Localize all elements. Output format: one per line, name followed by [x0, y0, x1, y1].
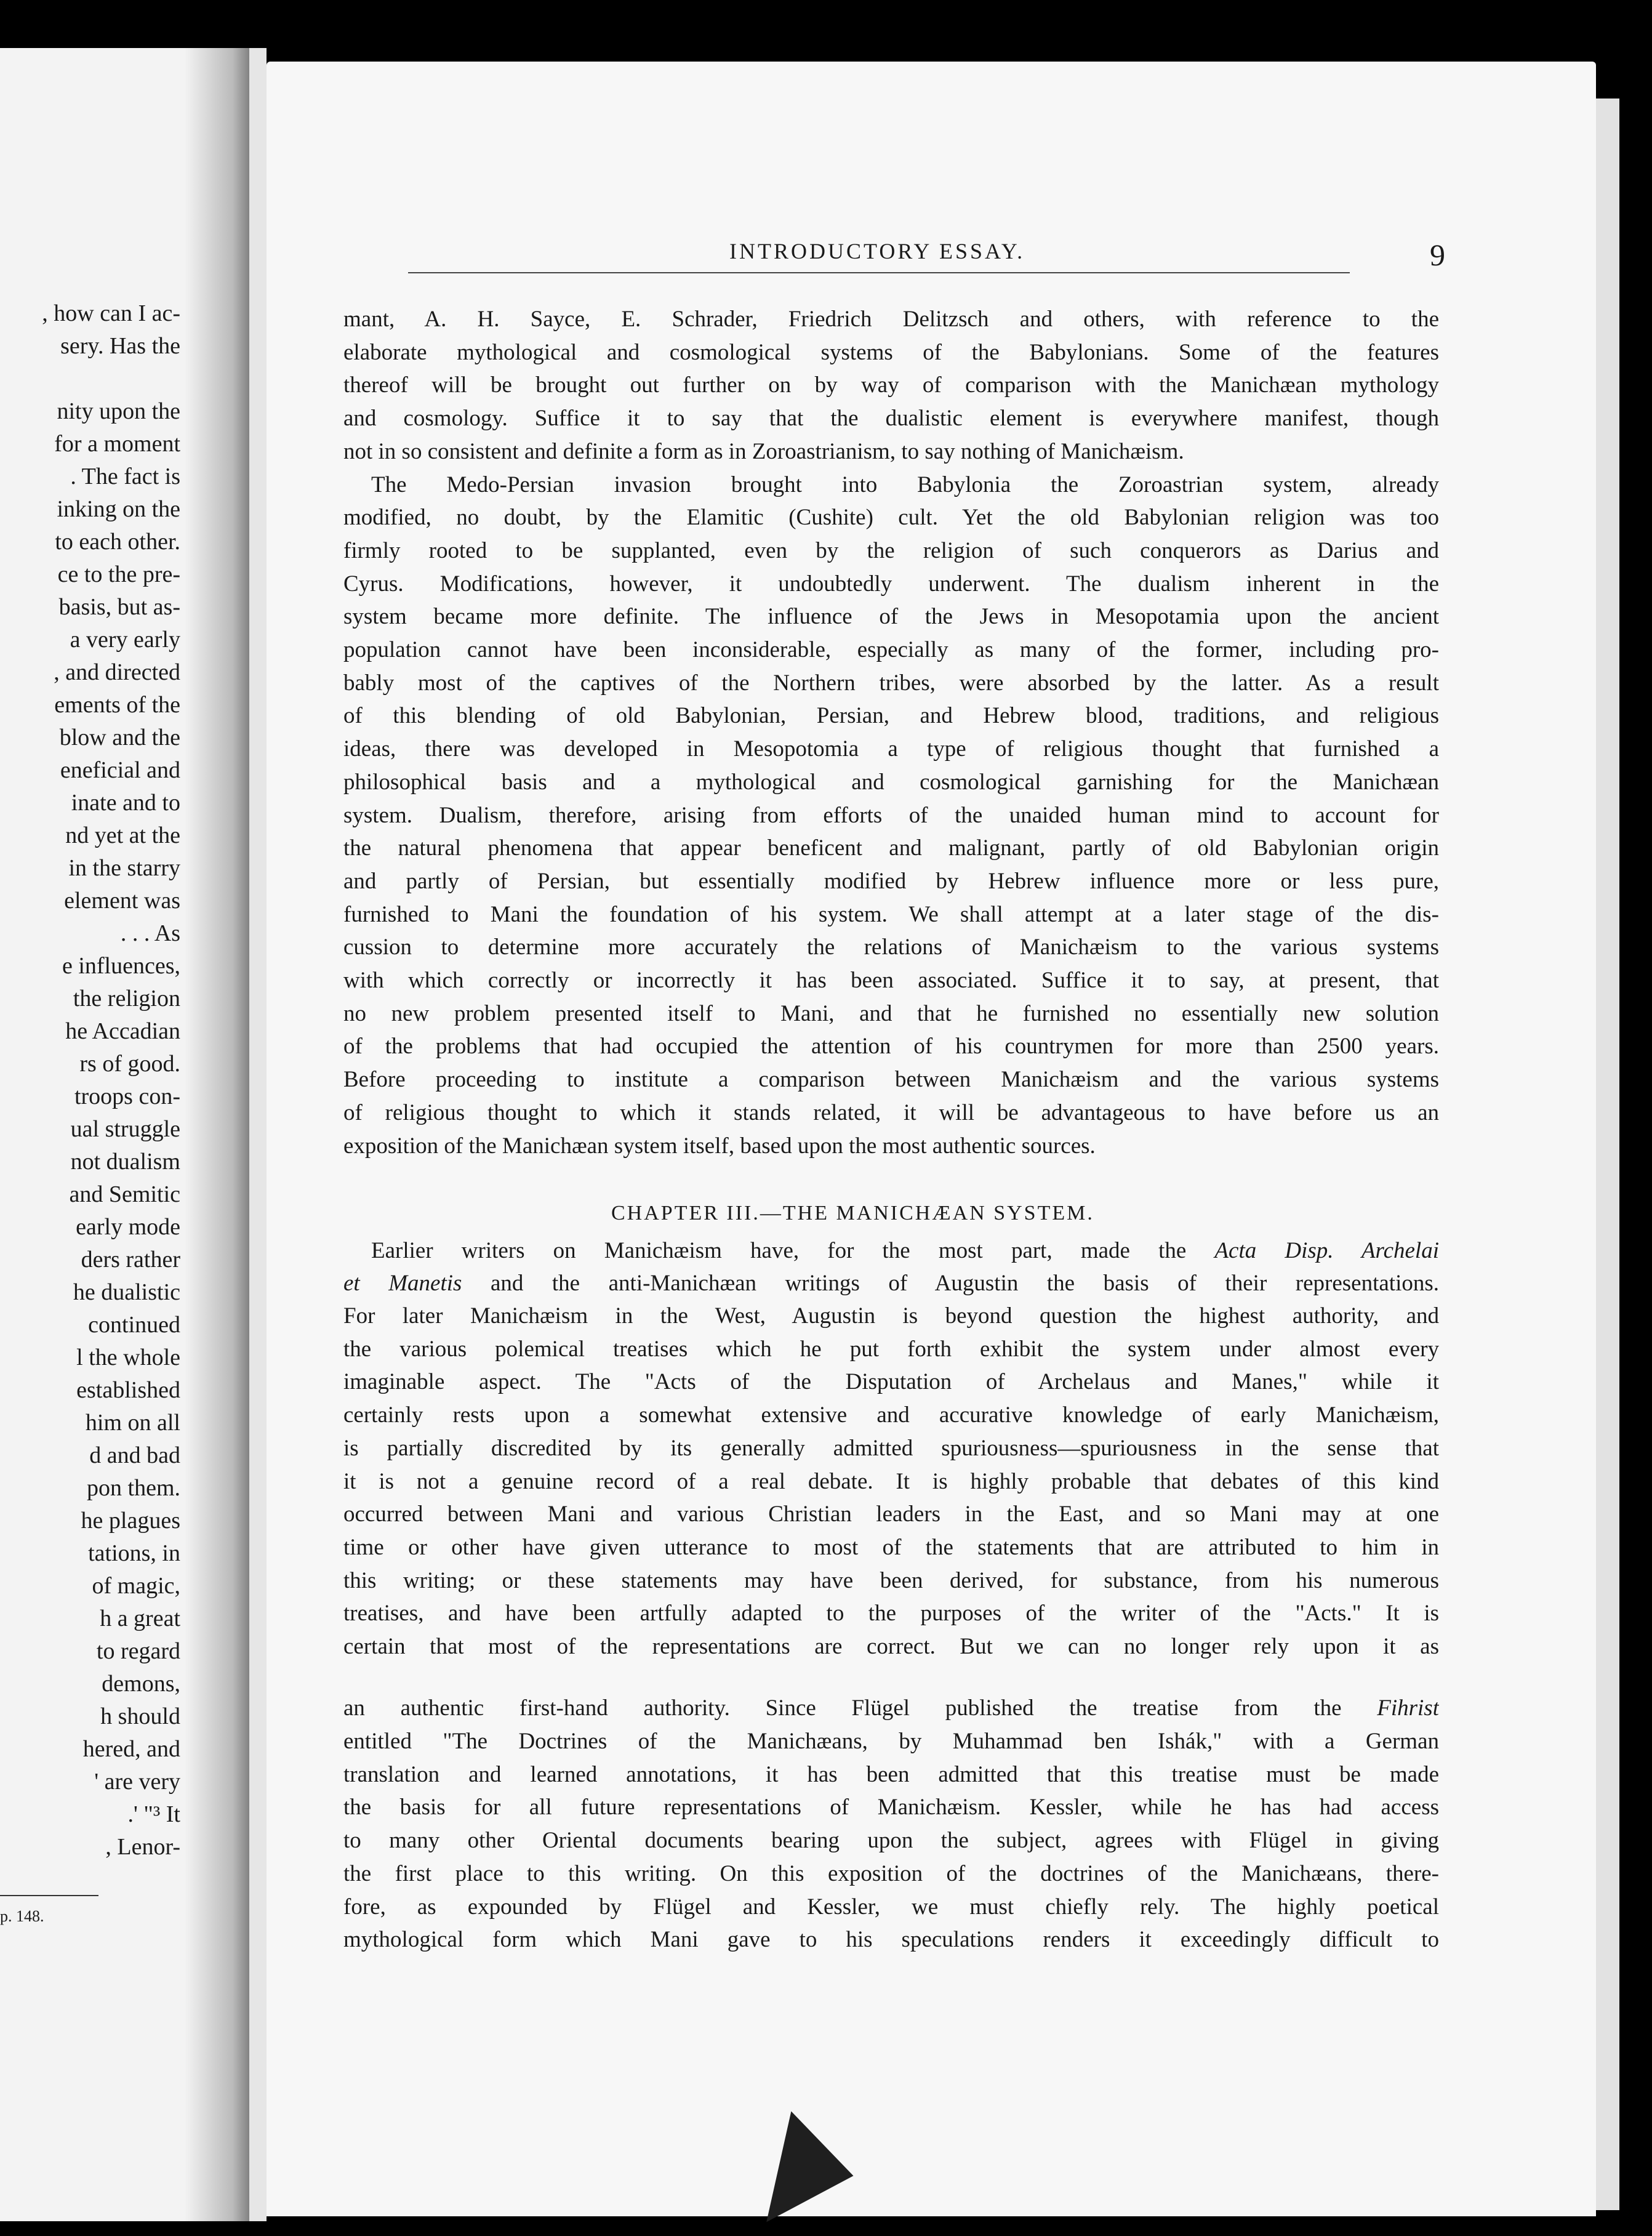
previous-page-line: h should	[100, 1703, 180, 1729]
text-line: certainly rests upon a somewhat extensive and accurative knowledge of early Manichæism,	[343, 1402, 1439, 1428]
previous-page-line: blow and the	[59, 725, 180, 750]
chapter-heading: CHAPTER III.—THE MANICHÆAN SYSTEM.	[611, 1202, 1094, 1225]
text-line: with which correctly or incorrectly it has been associated. Suffice it to say, at present, that	[343, 968, 1439, 993]
text-line: of the problems that had occupied the attention of his countrymen for more than 2500 years.	[343, 1034, 1439, 1059]
text-line: bably most of the captives of the Northern tribes, were absorbed by the latter. As a result	[343, 670, 1439, 696]
previous-page-line: ce to the pre-	[57, 561, 180, 587]
text-line: the basis for all future representations of Manichæism. Kessler, while he has had access	[343, 1795, 1439, 1820]
text-line	[343, 1267, 1439, 1300]
previous-page-line: ements of the	[54, 692, 180, 718]
text-line: is partially discredited by its generally admitted spuriousness—spuriousness in the sense that	[343, 1436, 1439, 1461]
previous-page-line: hered, and	[82, 1736, 180, 1762]
italic-title: Fihrist	[1377, 1695, 1439, 1721]
text-line: it is not a genuine record of a real debate. It is highly probable that debates of this kind	[343, 1469, 1439, 1494]
previous-page-line: in the starry	[68, 855, 180, 881]
text-line: of this blending of old Babylonian, Persian, and Hebrew blood, traditions, and religious	[343, 703, 1439, 728]
header-rule	[408, 272, 1350, 273]
previous-page-line: pon them.	[87, 1475, 180, 1501]
previous-page-line: element was	[64, 888, 180, 914]
previous-page-line: ual struggle	[70, 1116, 180, 1142]
previous-page-line: early mode	[76, 1214, 180, 1240]
previous-page-line: rs of good.	[79, 1051, 180, 1077]
text-line: ideas, there was developed in Mesopotomia a type of religious thought that furnished a	[343, 736, 1439, 762]
previous-page-line: , how can I ac-	[42, 300, 180, 326]
previous-page-line: tations, in	[88, 1540, 180, 1566]
text-line: population cannot have been inconsiderable, especially as many of the former, including pro-	[343, 637, 1439, 662]
text-line: entitled "The Doctrines of the Manichæans, by Muhammad ben Ishák," with a German	[343, 1729, 1439, 1754]
text-line: exposition of the Manichæan system itself, based upon the most authentic sources.	[343, 1133, 1096, 1159]
text-line: this writing; or these statements may have been derived, for substance, from his numerous	[343, 1568, 1439, 1593]
previous-page-line: the religion	[73, 986, 180, 1011]
text-line: The Medo-Persian invasion brought into Babylonia the Zoroastrian system, already	[371, 472, 1439, 497]
previous-page-line: he plagues	[81, 1508, 180, 1534]
text-line: translation and learned annotations, it has been admitted that this treatise must be made	[343, 1762, 1439, 1787]
text-line: certain that most of the representations are correct. But we can no longer rely upon it as	[343, 1634, 1439, 1659]
previous-page-line: to regard	[96, 1638, 180, 1664]
text-line: Cyrus. Modifications, however, it undoubtedly underwent. The dualism inherent in the	[343, 571, 1439, 597]
text-line: For later Manichæism in the West, Augustin is beyond question the highest authority, and	[343, 1303, 1439, 1329]
previous-page-line: ' are very	[94, 1769, 180, 1795]
text-line: modified, no doubt, by the Elamitic (Cushite) cult. Yet the old Babylonian religion was too	[343, 505, 1439, 530]
previous-page-line: and Semitic	[69, 1181, 180, 1207]
book-page	[267, 62, 1596, 2216]
text-span: an authentic first-hand authority. Since Flügel published the treatise from the	[343, 1695, 1377, 1721]
previous-page-line: ders rather	[81, 1247, 180, 1273]
text-line: system became more definite. The influence of the Jews in Mesopotamia upon the ancient	[343, 604, 1439, 629]
previous-page-line: of magic,	[92, 1573, 180, 1599]
previous-page-line: he dualistic	[73, 1279, 180, 1305]
previous-page-line: e influences,	[62, 953, 180, 979]
previous-page-line: h a great	[100, 1606, 180, 1631]
footnote-rule	[0, 1895, 98, 1896]
text-line: to many other Oriental documents bearing upon the subject, agrees with Flügel in giving	[343, 1828, 1439, 1853]
previous-page-line: for a moment	[54, 431, 180, 457]
previous-page-line: , and directed	[54, 659, 180, 685]
previous-page-line: sery. Has the	[60, 333, 180, 359]
paper-scrap	[726, 2100, 854, 2222]
italic-title: et Manetis	[343, 1271, 462, 1296]
previous-page-line: d and bad	[89, 1442, 180, 1468]
text-line: fore, as expounded by Flügel and Kessler, we must chiefly rely. The highly poetical	[343, 1894, 1439, 1920]
text-line: philosophical basis and a mythological and cosmological garnishing for the Manichæan	[343, 770, 1439, 795]
previous-page-line: eneficial and	[60, 757, 180, 783]
previous-page-line: him on all	[85, 1410, 180, 1436]
text-span: Earlier writers on Manichæism have, for the most part, made the	[371, 1238, 1215, 1263]
book-gutter	[249, 48, 267, 2221]
text-line: system. Dualism, therefore, arising from efforts of the unaided human mind to account for	[343, 803, 1439, 828]
text-line: cussion to determine more accurately the relations of Manichæism to the various systems	[343, 935, 1439, 960]
previous-page-line: l the whole	[76, 1345, 180, 1370]
previous-page-line: basis, but as-	[58, 594, 180, 620]
text-line: no new problem presented itself to Mani, and that he furnished no essentially new solution	[343, 1001, 1439, 1026]
previous-page-line: troops con-	[74, 1084, 180, 1109]
text-line: firmly rooted to be supplanted, even by the religion of such conquerors as Darius and	[343, 538, 1439, 563]
text-line: the various polemical treatises which he put forth exhibit the system under almost every	[343, 1337, 1439, 1362]
text-line: furnished to Mani the foundation of his system. We shall attempt at a later stage of the dis-	[343, 902, 1439, 927]
text-line: imaginable aspect. The "Acts of the Disputation of Archelaus and Manes," while it	[343, 1369, 1439, 1394]
text-line: the first place to this writing. On this exposition of the doctrines of the Manichæans, there-	[343, 1861, 1439, 1886]
text-line: time or other have given utterance to most of the statements that are attributed to him in	[343, 1535, 1439, 1560]
previous-page-line: a very early	[70, 627, 180, 653]
previous-page-line: . . . As	[120, 920, 180, 946]
text-span: and the anti-Manichæan writings of Augustin the basis of their representations.	[462, 1271, 1439, 1296]
previous-page-line: .' "³ It	[127, 1801, 180, 1827]
previous-page-line: . The fact is	[70, 464, 180, 489]
previous-page-line: inking on the	[57, 496, 180, 522]
italic-title: Acta Disp. Archelai	[1214, 1238, 1439, 1263]
text-line: of religious thought to which it stands related, it will be advantageous to have before us an	[343, 1100, 1439, 1125]
previous-page-line: inate and to	[71, 790, 180, 816]
previous-page-line: demons,	[102, 1671, 180, 1697]
text-line: and cosmology. Suffice it to say that the dualistic element is everywhere manifest, though	[343, 406, 1439, 431]
page-number: 9	[1430, 238, 1445, 272]
text-line	[371, 1234, 1439, 1268]
running-head: INTRODUCTORY ESSAY.	[729, 239, 1025, 263]
previous-page-line: not dualism	[70, 1149, 180, 1175]
text-line: mant, A. H. Sayce, E. Schrader, Friedrich Delitzsch and others, with reference to the	[343, 307, 1439, 332]
text-line: not in so consistent and definite a form as in Zoroastrianism, to say nothing of Manichæism.	[343, 439, 1184, 464]
previous-page-footnote: p. 148.	[0, 1907, 44, 1925]
previous-page-line: , Lenor-	[105, 1834, 180, 1860]
page-edge	[1596, 99, 1619, 2210]
text-line: and partly of Persian, but essentially modified by Hebrew influence more or less pure,	[343, 869, 1439, 894]
previous-page-line: nd yet at the	[65, 822, 180, 848]
text-line	[343, 1692, 1439, 1725]
previous-page-line: continued	[88, 1312, 180, 1338]
text-line: treatises, and have been artfully adapted to the purposes of the writer of the "Acts." It is	[343, 1601, 1439, 1626]
text-line: mythological form which Mani gave to his speculations renders it exceedingly difficult to	[343, 1927, 1439, 1952]
text-line: Before proceeding to institute a comparison between Manichæism and the various systems	[343, 1067, 1439, 1092]
previous-page-line: established	[76, 1377, 180, 1403]
text-line: occurred between Mani and various Christian leaders in the East, and so Mani may at one	[343, 1502, 1439, 1527]
text-line: thereof will be brought out further on by way of comparison with the Manichæan mythology	[343, 372, 1439, 398]
text-line: elaborate mythological and cosmological systems of the Babylonians. Some of the features	[343, 340, 1439, 365]
previous-page-line: to each other.	[55, 529, 180, 555]
previous-page-line: he Accadian	[65, 1018, 180, 1044]
previous-page-line: nity upon the	[57, 398, 180, 424]
text-line: the natural phenomena that appear beneficent and malignant, partly of old Babylonian origin	[343, 835, 1439, 861]
